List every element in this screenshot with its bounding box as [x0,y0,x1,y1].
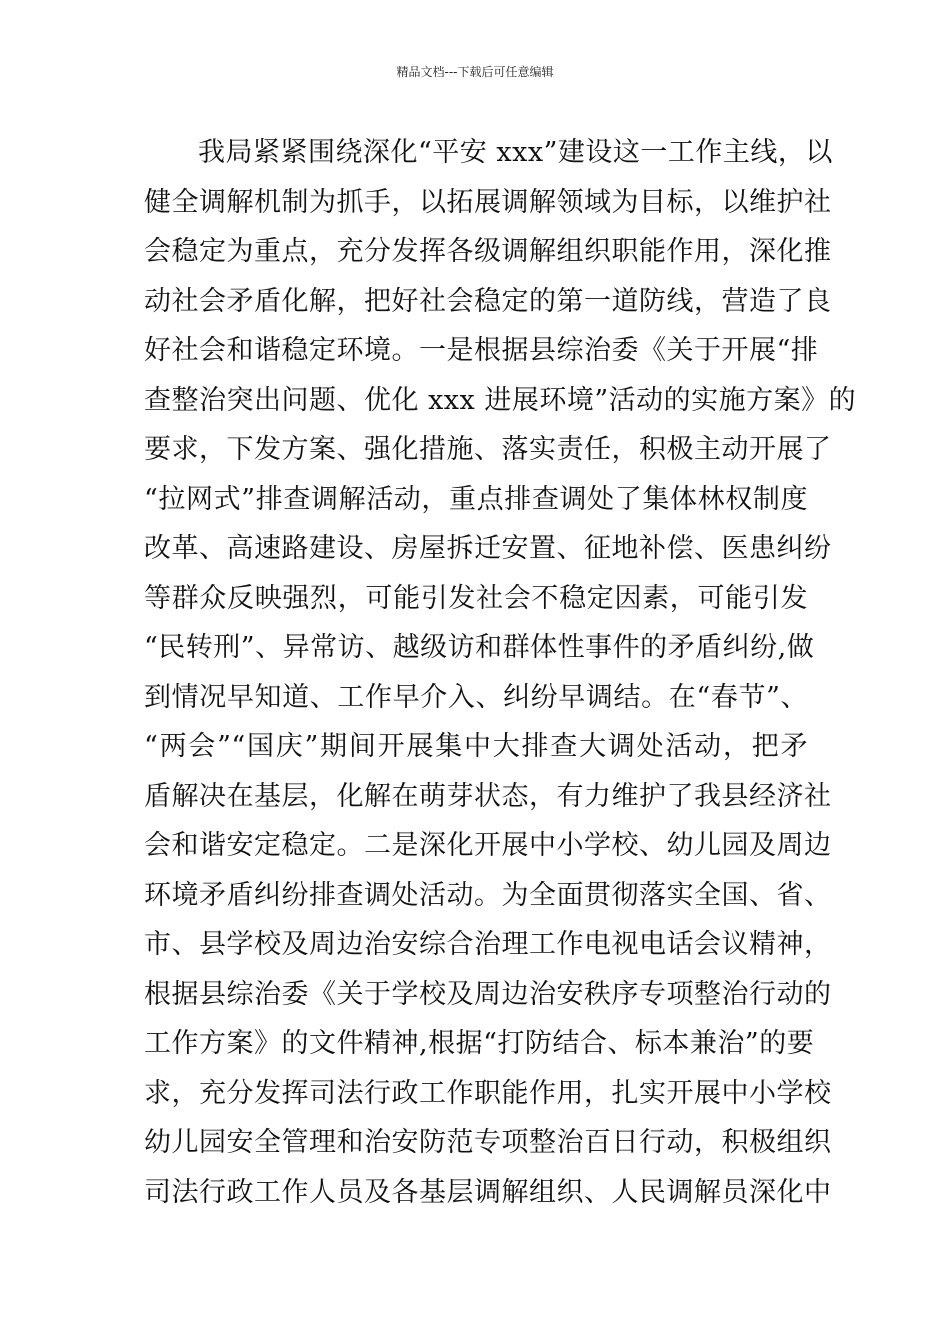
text-line: 工作方案》的文件精神,根据“打防结合、标本兼治”的要 [144,1028,815,1059]
text-line: 要求，下发方案、强化措施、落实责任，积极主动开展了 [144,434,832,465]
text-line: 会和谐安定稳定。二是深化开展中小学校、幼儿园及周边 [144,830,832,861]
text-line: 市、县学校及周边治安综合治理工作电视电话会议精神， [144,929,832,960]
text-line: 求，充分发挥司法行政工作职能作用，扎实开展中小学校 [144,1077,832,1109]
text-line: 幼儿园安全管理和治安防范专项整治百日行动，积极组织 [144,1127,832,1158]
document-body [144,128,857,1217]
text-line: 司法行政工作人员及各基层调解组织、人民调解员深化中 [144,1176,832,1208]
text-line: 盾解决在基层，化解在萌芽状态，有力维护了我县经济社 [144,780,832,812]
text-line: 查整治突出问题、优化 xxx 进展环境”活动的实施方案》的 [144,384,857,416]
text-line: 等群众反映强烈，可能引发社会不稳定因素，可能引发 [144,582,808,614]
text-line: 改革、高速路建设、房屋拆迁安置、征地补偿、医患纠纷 [144,533,832,564]
text-line: “两会”“国庆”期间开展集中大排查大调处活动，把矛 [144,731,808,762]
text-line: 会稳定为重点，充分发挥各级调解组织职能作用，深化推 [144,236,832,267]
text-line: 动社会矛盾化解，把好社会稳定的第一道防线，营造了良 [144,285,832,317]
text-line: 我局紧紧围绕深化“平安 xxx”建设这一工作主线，以 [198,137,833,168]
text-line: 环境矛盾纠纷排查调处活动。为全面贯彻落实全国、省、 [144,879,832,911]
text-line: 到情况早知道、工作早介入、纠纷早调结。在“春节”、 [144,681,808,713]
page-header-note: 精品文档---下载后可任意编辑 [396,65,554,79]
text-line: “拉网式”排查调解活动，重点排查调处了集体林权制度 [144,483,808,515]
text-line: 健全调解机制为抓手，以拓展调解领域为目标，以维护社 [144,186,832,218]
text-line: 好社会和谐稳定环境。一是根据县综治委《关于开展“排 [144,335,819,366]
text-line: “民转刑”、异常访、越级访和群体性事件的矛盾纠纷,做 [144,632,815,663]
text-line: 根据县综治委《关于学校及周边治安秩序专项整治行动的 [144,978,832,1010]
